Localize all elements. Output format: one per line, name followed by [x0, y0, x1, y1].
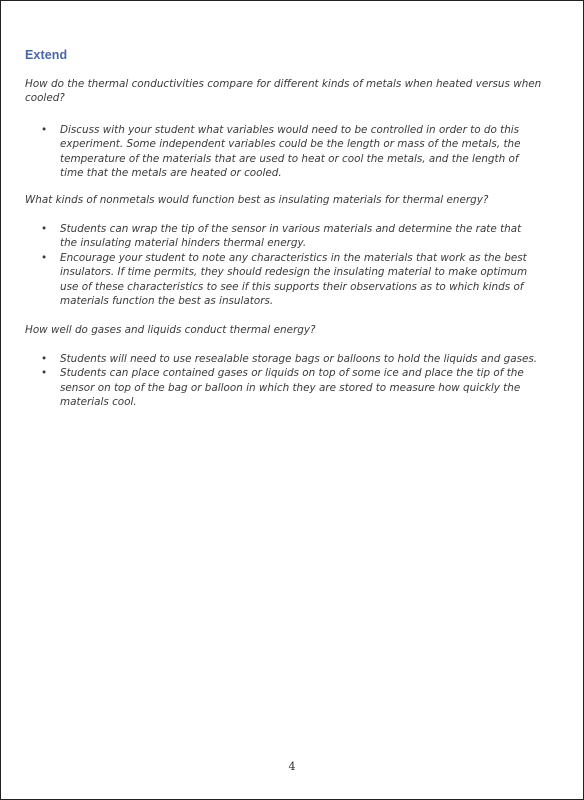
bullet-text: Students can wrap the tip of the sensor in various materials and determine the rate that the insulating material hinders thermal energy.	[60, 223, 522, 250]
page-number: 4	[288, 760, 296, 773]
question-3-bullet-list	[41, 352, 541, 410]
bullet-text: Students will need to use resealable storage bags or balloons to hold the liquids and gases.	[60, 353, 538, 365]
question-3: How well do gases and liquids conduct thermal energy?	[25, 324, 316, 336]
bullet-icon: •	[41, 223, 48, 235]
bullet-item	[41, 251, 541, 309]
question-2-bullet-list	[41, 222, 541, 308]
bullet-text: Encourage your student to note any characteristics in the materials that work as the best insulators. If time permits, they should redesign the insulating material to make optimum use of these characteristics to see if this supports their observations as to which kinds of materials function the best as insulators.	[60, 251, 528, 308]
bullet-text: Discuss with your student what variables would need to be controlled in order to do this experiment. Some independent variables could be the length or mass of the metals, the temperature of the materials that are used to heat or cool the metals, and the length of time that the metals are heated or cooled.	[60, 124, 521, 180]
bullet-item	[41, 352, 541, 366]
bullet-icon: •	[41, 251, 48, 264]
bullet-item	[41, 222, 541, 251]
bullet-text: Students can place contained gases or liquids on top of some ice and place the tip of the sensor on top of the bag or balloon in which they are stored to measure how quickly the materials cool.	[60, 367, 524, 409]
question-1-bullet-list	[41, 123, 541, 181]
bullet-icon: •	[41, 353, 48, 365]
question-1: How do the thermal conductivities compare for different kinds of metals when heated versus when cooled?	[25, 78, 542, 105]
bullet-icon: •	[41, 124, 48, 136]
bullet-item	[41, 366, 541, 409]
bullet-icon: •	[41, 367, 48, 380]
bullet-item	[41, 123, 541, 181]
question-2: What kinds of nonmetals would function best as insulating materials for thermal energy?	[25, 194, 489, 206]
section-heading: Extend	[25, 48, 68, 62]
